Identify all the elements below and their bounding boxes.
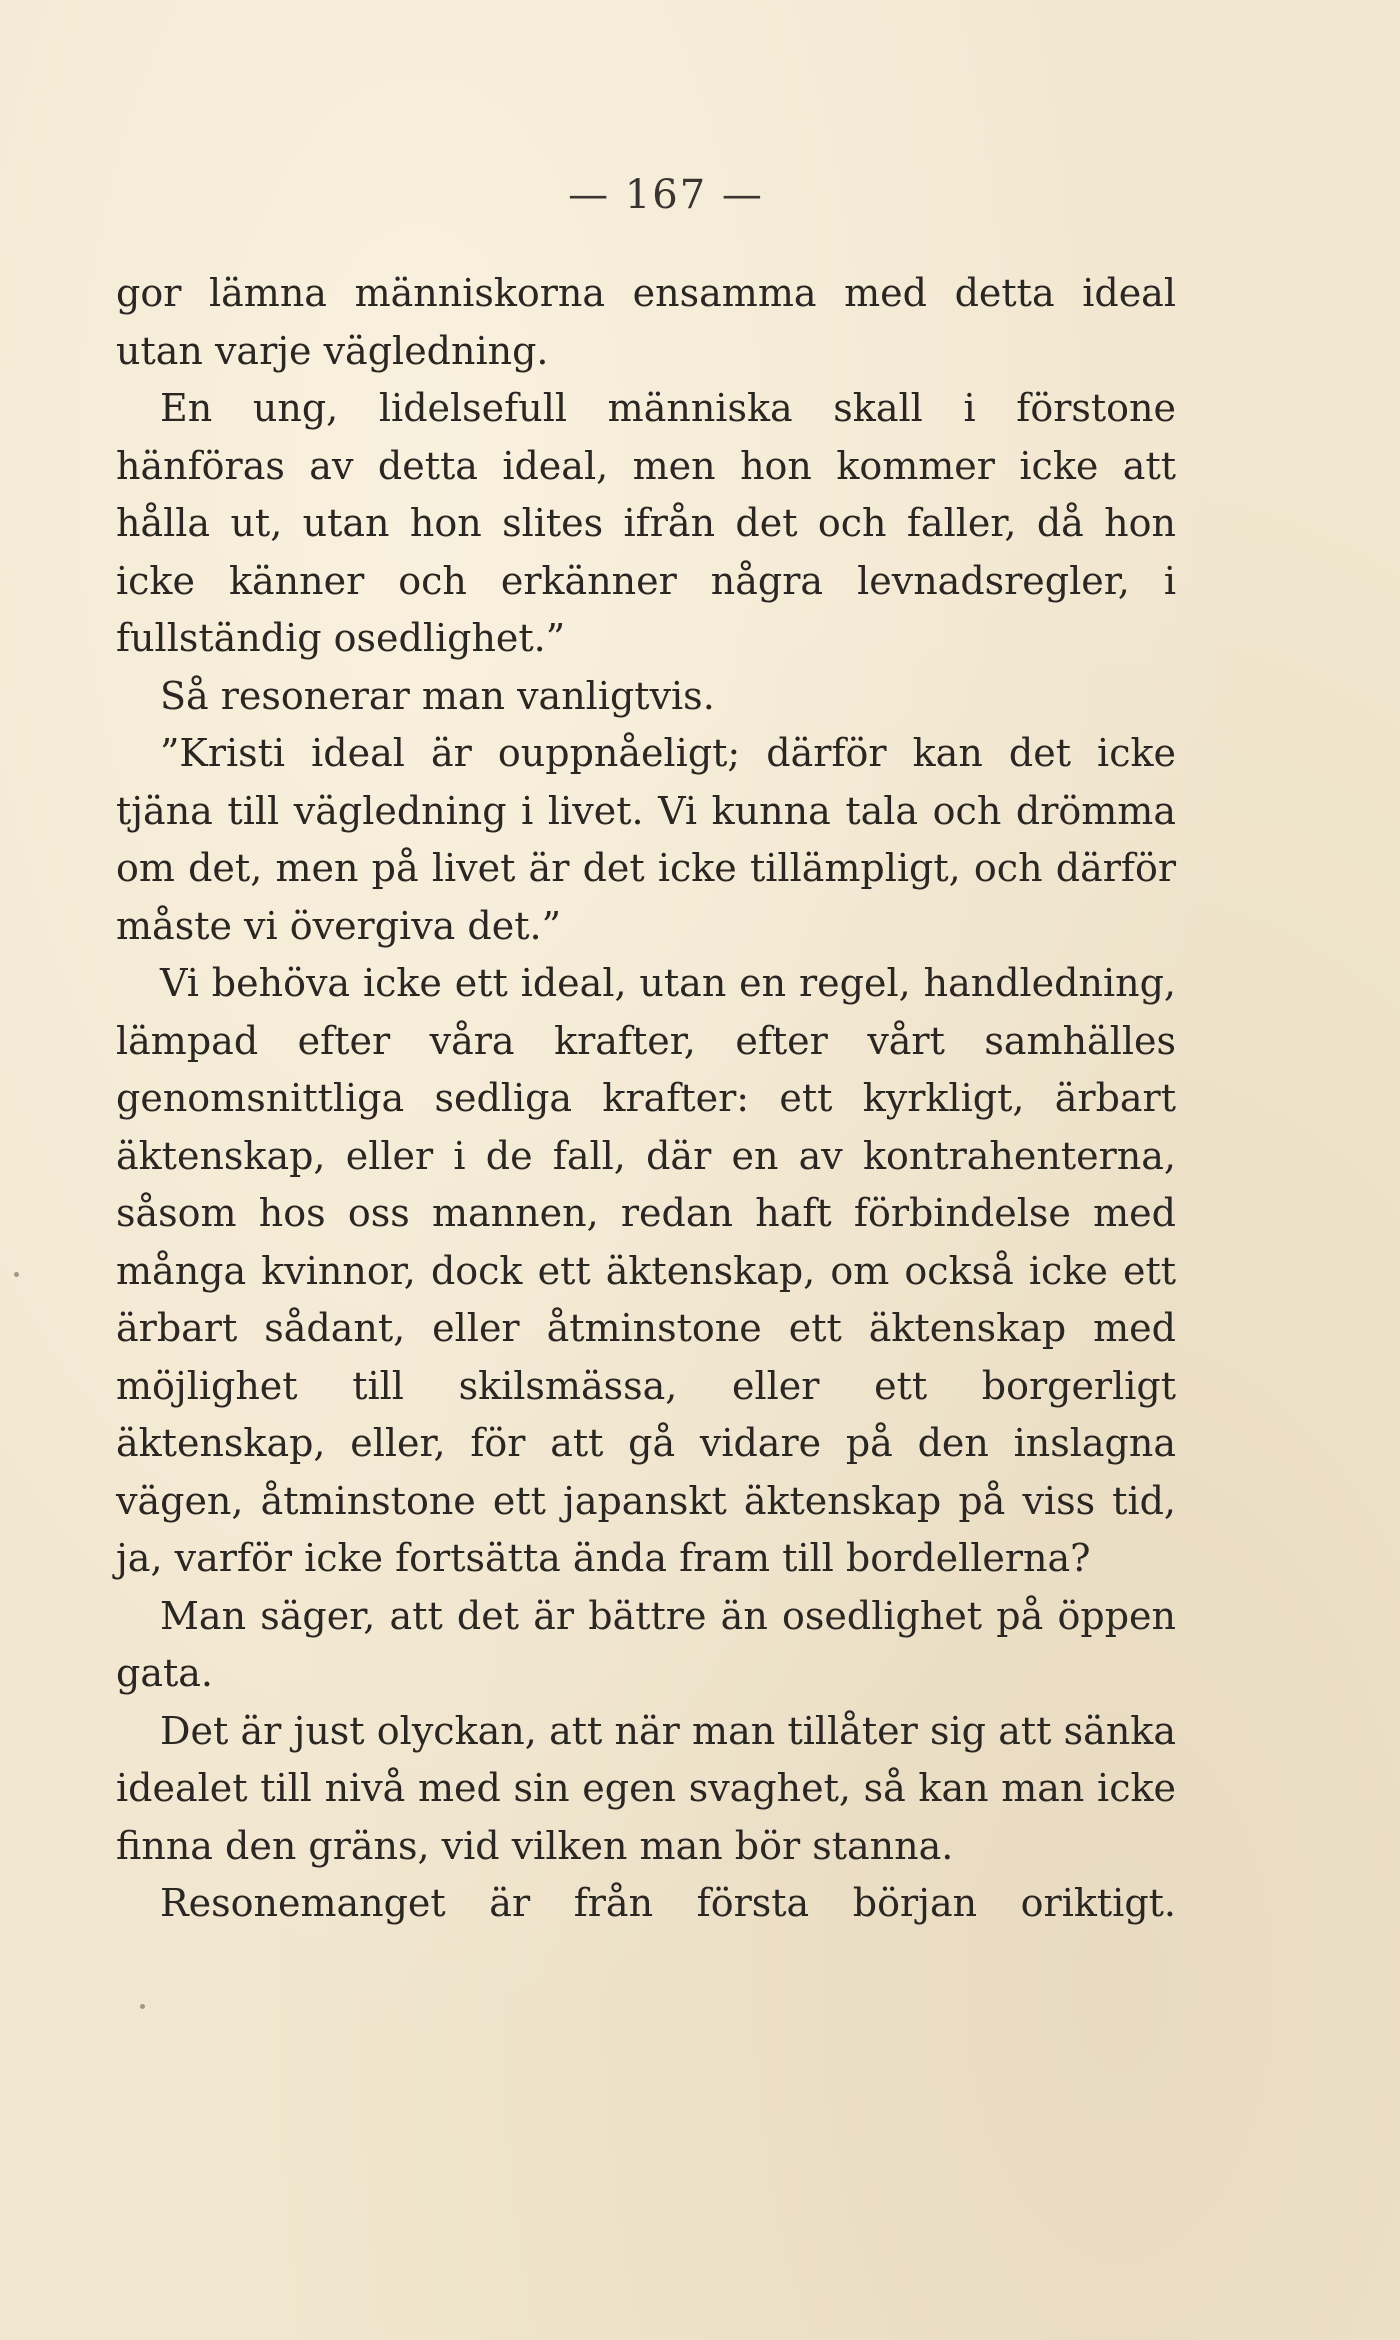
page-number: — 167 — bbox=[568, 172, 764, 218]
paragraph-continuation: gor lämna människorna ensamma med detta ideal utan varje vägledning. bbox=[116, 271, 1176, 373]
paragraph-marriage-rules: Vi behöva icke ett ideal, utan en regel, handledning, lämpad efter våra krafter, efter vårt samhälles genomsnittliga sedliga krafter: ett kyrkligt, ärbart äktenskap, eller i de fall, där en av kontrahenterna, såsom hos oss mannen, redan haft förbindelse med många kvinnor, dock ett äktenskap, om också icke ett ärbart sådant, eller åtminstone ett äktenskap med möjlighet till skilsmässa, eller ett borgerligt äktenskap, eller, för att gå vidare på den inslagna vägen, åtminstone ett japanskt äktenskap på viss tid, ja, varför icke fortsätta ända fram till bordellerna? bbox=[116, 961, 1176, 1580]
paragraph-misfortune: Det är just olyckan, att när man tillåter sig att sänka idealet till nivå med sin egen svaghet, så kan man icke finna den gräns, vid vilken man bör stanna. bbox=[116, 1708, 1176, 1868]
paragraph-reasoning: Så resonerar man vanligtvis. bbox=[160, 673, 715, 718]
paragraph-young-person: En ung, lidelsefull människa skall i förstone hänföras av detta ideal, men hon kommer icke att hålla ut, utan hon slites ifrån det och faller, då hon icke känner och erkänner några levnadsregler, i fullständig osedlighet.” bbox=[116, 386, 1176, 660]
body-text bbox=[116, 265, 1176, 1933]
paragraph-better-than: Man säger, att det är bättre än osedlighet på öppen gata. bbox=[116, 1593, 1176, 1695]
paragraph-christ-ideal: ”Kristi ideal är ouppnåeligt; därför kan det icke tjäna till vägledning i livet. Vi kunna tala och drömma om det, men på livet är det icke tillämpligt, och därför måste vi övergiva det.” bbox=[116, 731, 1176, 948]
paper-speck bbox=[14, 1272, 19, 1277]
paper-speck bbox=[140, 2004, 145, 2009]
paragraph-wrong-reasoning: Resonemanget är från första början oriktigt. bbox=[160, 1881, 1176, 1925]
